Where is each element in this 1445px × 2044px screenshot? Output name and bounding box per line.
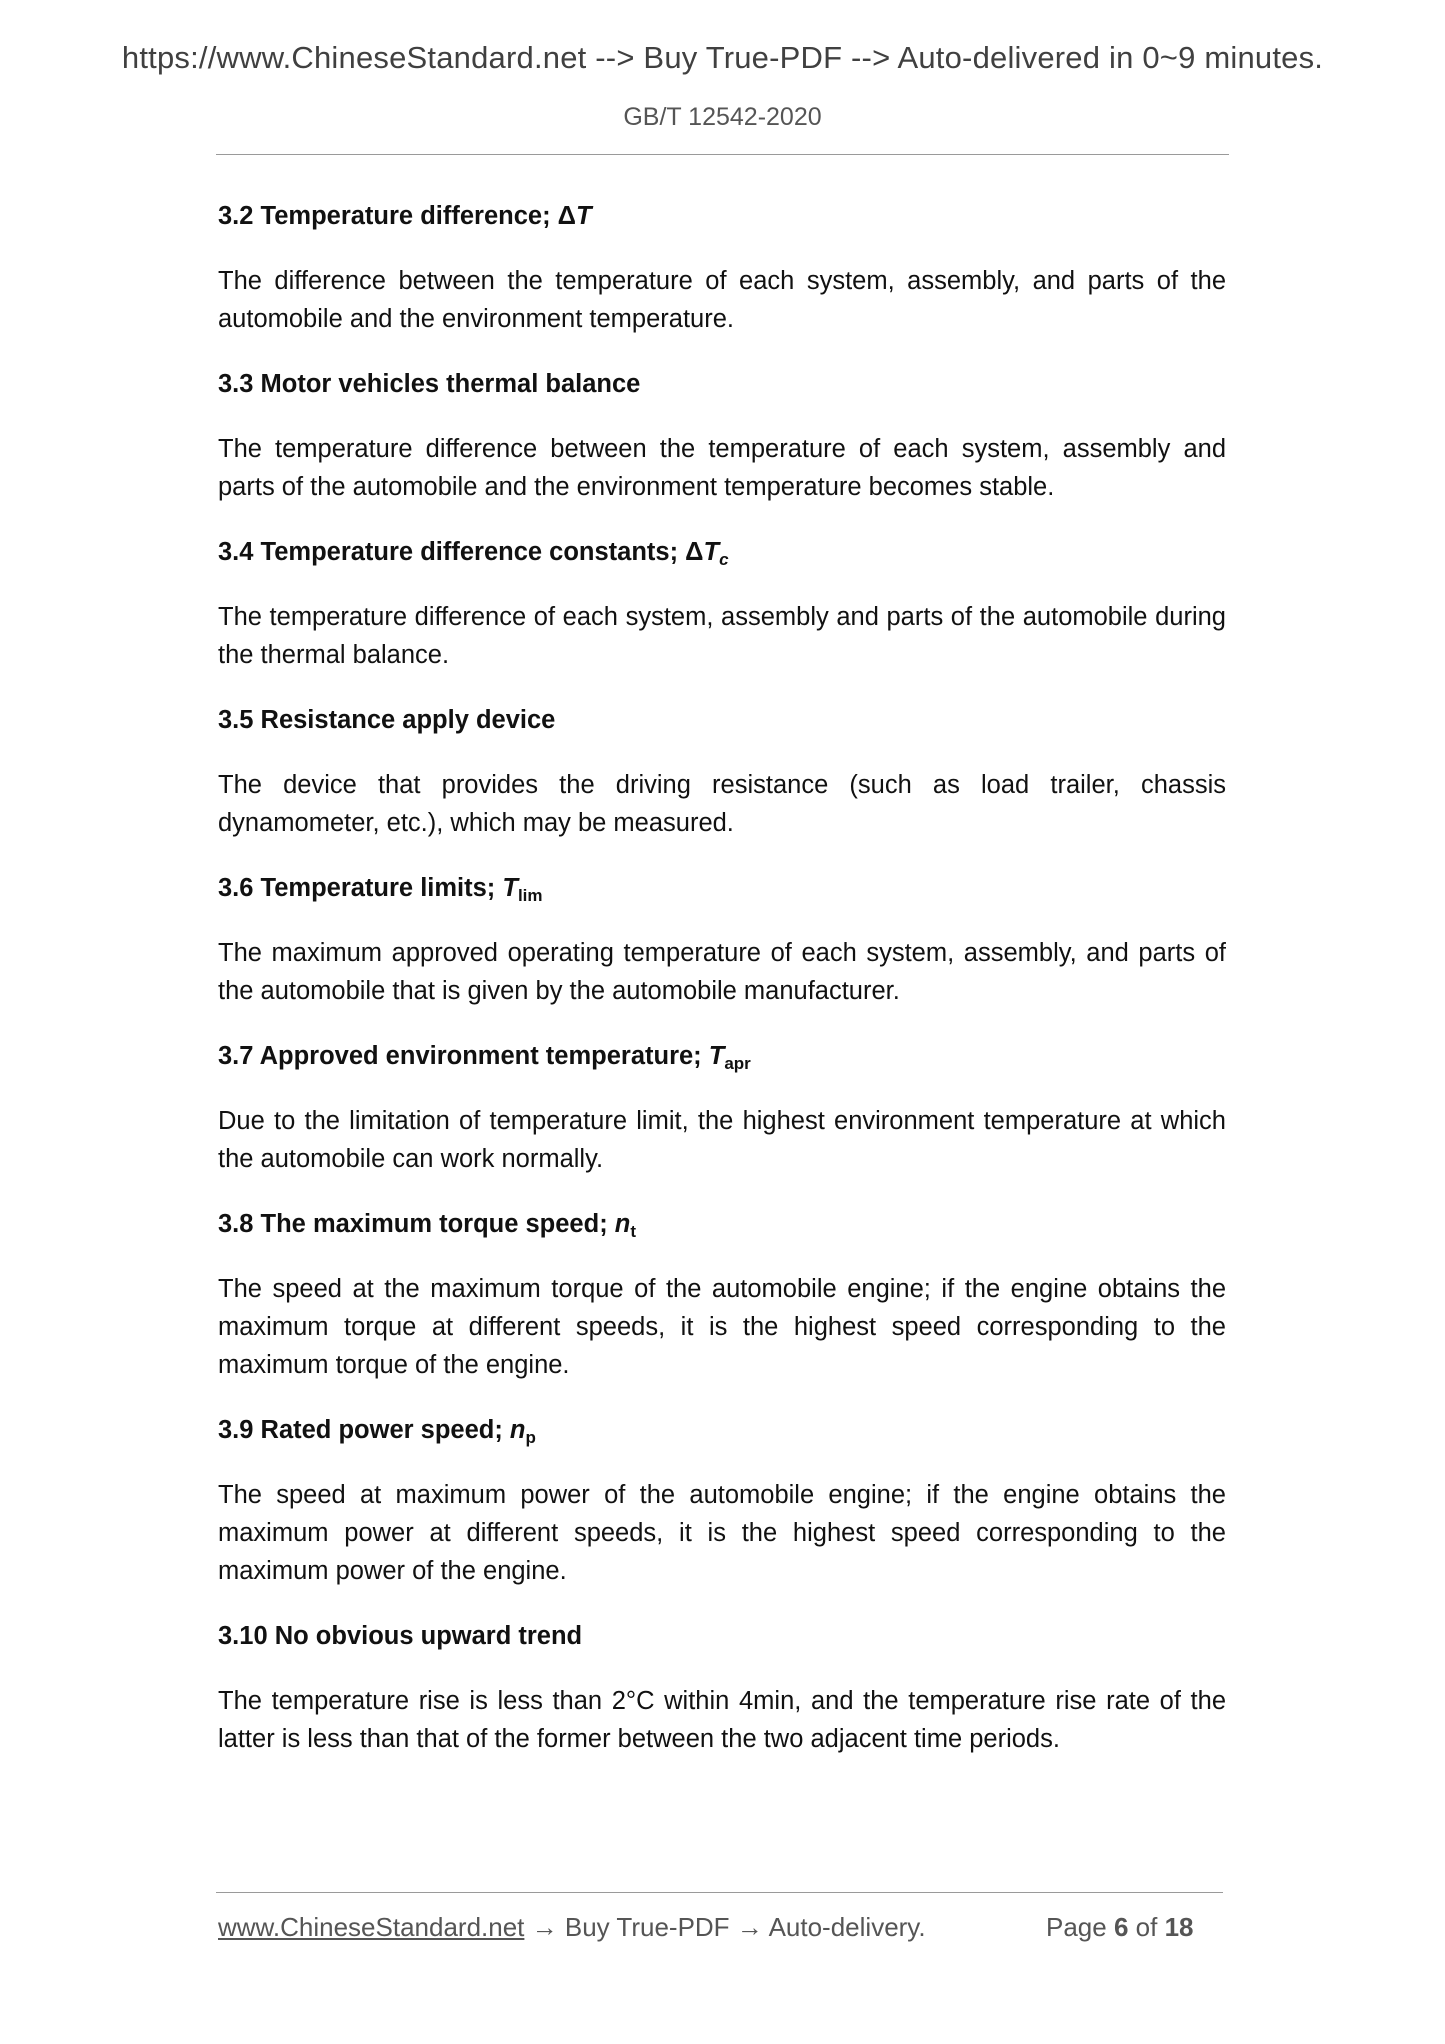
section-title: 3.4 Temperature difference constants; $\Delta T_c$ bbox=[218, 538, 729, 569]
section-title: 3.6 Temperature limits; $T_{lim}$ bbox=[218, 874, 543, 905]
symbol-subscript: lim bbox=[517, 886, 543, 905]
section-3-5 bbox=[218, 700, 1226, 842]
section-title: 3.3 Motor vehicles thermal balance bbox=[218, 370, 641, 398]
footer-website-link[interactable]: www.ChineseStandard.net bbox=[218, 1912, 525, 1942]
symbol: T bbox=[575, 202, 592, 230]
symbol-subscript: c bbox=[719, 550, 729, 569]
header-divider bbox=[216, 154, 1229, 155]
section-title: 3.10 No obvious upward trend bbox=[218, 1622, 583, 1650]
section-text: Due to the limitation of temperature limit, the highest environment temperature at which the automobile can work normally. bbox=[218, 1107, 1226, 1173]
symbol-subscript: p bbox=[525, 1428, 536, 1447]
section-text: The temperature difference between the temperature of each system, assembly and parts of the automobile and the environment temperature becomes stable. bbox=[218, 435, 1226, 501]
section-text: The device that provides the driving resistance (such as load trailer, chassis dynamometer, etc.), which may be measured. bbox=[218, 771, 1226, 837]
symbol-subscript: apr bbox=[724, 1054, 751, 1073]
section-3-6 bbox=[218, 868, 1226, 1010]
section-text: The maximum approved operating temperature of each system, assembly, and parts of the automobile that is given by the automobile manufacturer. bbox=[218, 939, 1226, 1005]
symbol: T bbox=[703, 538, 720, 566]
section-text: The temperature rise is less than 2°C within 4min, and the temperature rise rate of the latter is less than that of the former between the two adjacent time periods. bbox=[218, 1687, 1226, 1753]
section-3-10 bbox=[218, 1616, 1226, 1758]
section-3-9 bbox=[218, 1410, 1226, 1590]
symbol: T bbox=[708, 1042, 725, 1070]
section-title: 3.2 Temperature difference; ΔT bbox=[218, 202, 592, 230]
section-text: The speed at maximum power of the automobile engine; if the engine obtains the maximum power at different speeds, it is the highest speed corresponding to the maximum power of the engine. bbox=[218, 1481, 1226, 1585]
footer-divider bbox=[216, 1892, 1223, 1893]
total-pages: 18 bbox=[1164, 1912, 1194, 1942]
symbol: n bbox=[614, 1210, 631, 1238]
section-title: 3.5 Resistance apply device bbox=[218, 706, 556, 734]
footer-promo bbox=[218, 1912, 926, 1943]
section-text: The difference between the temperature of each system, assembly, and parts of the automobile and the environment temperature. bbox=[218, 267, 1226, 333]
document-body bbox=[218, 196, 1226, 1784]
section-title: 3.9 Rated power speed; $n_p$ bbox=[218, 1416, 536, 1447]
symbol-subscript: t bbox=[630, 1222, 637, 1241]
section-3-3 bbox=[218, 364, 1226, 506]
document-code: GB/T 12542-2020 bbox=[623, 103, 822, 131]
top-banner[interactable]: https://www.ChineseStandard.net --> Buy True-PDF --> Auto-delivered in 0~9 minutes. bbox=[121, 40, 1324, 75]
symbol: n bbox=[509, 1416, 526, 1444]
section-3-2 bbox=[218, 196, 1226, 338]
section-text: The speed at the maximum torque of the automobile engine; if the engine obtains the maximum torque at different speeds, it is the highest speed corresponding to the maximum torque of the engine. bbox=[218, 1275, 1226, 1379]
current-page: 6 bbox=[1113, 1912, 1129, 1942]
section-title: 3.7 Approved environment temperature; $T_{apr}$ bbox=[218, 1042, 751, 1073]
section-title: 3.8 The maximum torque speed; $n_t$ bbox=[218, 1210, 637, 1241]
footer-promo-text: → Buy True-PDF → Auto-delivery. bbox=[524, 1912, 926, 1942]
page-indicator: Page 6 of 18 bbox=[1046, 1912, 1194, 1942]
section-3-7 bbox=[218, 1036, 1226, 1178]
section-3-4 bbox=[218, 532, 1226, 674]
symbol: T bbox=[502, 874, 518, 902]
section-text: The temperature difference of each system, assembly and parts of the automobile during the thermal balance. bbox=[218, 603, 1226, 669]
section-3-8 bbox=[218, 1204, 1226, 1384]
